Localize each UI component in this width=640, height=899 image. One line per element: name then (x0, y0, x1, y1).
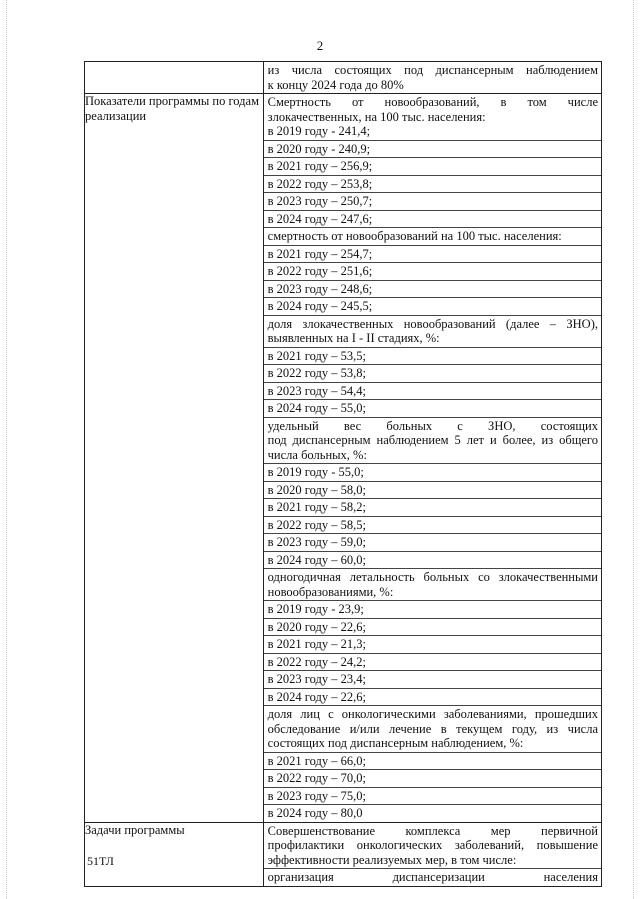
content-text: злокачественных, на 100 тыс. населения: (267, 109, 486, 124)
scan-edge-right (633, 0, 634, 899)
row-label: Показатели программы по годам реализации (85, 94, 259, 123)
content-text: доля злокачественных новообразований (далее – ЗНО), (267, 316, 598, 331)
content-line (264, 823, 601, 870)
content-text: в 2020 году – 22,6; (267, 619, 366, 634)
content-line (264, 246, 601, 264)
content-line (264, 601, 601, 619)
content-line (264, 348, 601, 366)
row-content-cell (263, 822, 601, 886)
content-text: в 2022 году – 70,0; (267, 771, 366, 785)
content-line (264, 316, 601, 348)
content-text: в 2023 году – 54,4; (267, 383, 366, 398)
content-text: обследование и/или лечение в текущем году, из числа (267, 721, 598, 736)
content-text: числа больных, %: (267, 447, 367, 462)
content-line (264, 211, 601, 229)
content-line (264, 193, 601, 211)
content-line (264, 569, 601, 601)
content-text: в 2023 году – 75,0; (267, 788, 366, 803)
content-text: в 2021 году – 53,5; (267, 348, 366, 363)
content-text: в 2022 году – 24,2; (267, 654, 366, 669)
scan-edge-left (6, 0, 7, 899)
row-label: Задачи программы (85, 822, 185, 837)
content-line (264, 464, 601, 482)
content-text: одногодичная летальность больных со злокачественными (267, 570, 598, 584)
content-text: в 2023 году – 248,6; (267, 281, 373, 296)
content-line (264, 94, 601, 141)
content-line (264, 706, 601, 753)
content-line (264, 619, 601, 637)
content-line (264, 636, 601, 654)
table-row (85, 94, 602, 823)
content-line (264, 141, 601, 159)
content-text: в 2021 году – 21,3; (267, 637, 366, 651)
table-row (85, 822, 602, 886)
content-text: в 2022 году – 58,5; (267, 517, 366, 532)
content-text: в 2022 году – 253,8; (267, 176, 373, 191)
content-line (264, 176, 601, 194)
passport-table (84, 61, 602, 887)
content-text: в 2019 году - 241,4; (267, 124, 371, 138)
content-text: в 2024 году – 245,5; (267, 299, 373, 313)
content-line (264, 499, 601, 517)
content-line (264, 517, 601, 535)
content-line (264, 534, 601, 552)
content-line (264, 788, 601, 806)
content-line (264, 158, 601, 176)
content-text: под диспансерным наблюдением 5 лет и более, из общего (267, 433, 598, 447)
content-text: в 2021 году – 58,2; (267, 500, 366, 514)
content-line (264, 770, 601, 788)
table-row (85, 62, 602, 94)
content-line (264, 671, 601, 689)
content-text: смертность от новообразований на 100 тыс. населения: (267, 229, 562, 243)
content-text: в 2022 году – 53,8; (267, 366, 366, 380)
content-line (264, 805, 601, 822)
content-line (264, 552, 601, 570)
content-text: в 2023 году – 59,0; (267, 535, 366, 549)
content-text: организация диспансеризации населения (267, 870, 598, 884)
content-text: в 2023 году – 250,7; (267, 194, 373, 208)
row-label-cell (85, 94, 264, 823)
content-text: Совершенствование комплекса мер первичной (267, 823, 598, 838)
content-line (264, 298, 601, 316)
content-line (264, 228, 601, 246)
content-text: в 2020 году – 58,0; (267, 482, 366, 497)
content-text: профилактики онкологических заболеваний, повышение (267, 838, 598, 852)
content-text: в 2022 году – 251,6; (267, 264, 373, 278)
content-text: в 2024 году – 55,0; (267, 401, 366, 415)
content-text: в 2020 году - 240,9; (267, 141, 371, 156)
content-line (264, 263, 601, 281)
content-text: выявленных на I - II стадиях, %: (267, 331, 440, 345)
row-content-cell (263, 62, 601, 94)
content-text: новообразованиями, %: (267, 584, 394, 599)
content-line (264, 62, 601, 93)
content-text: в 2024 году – 60,0; (267, 552, 366, 567)
content-line (264, 383, 601, 401)
content-line (264, 689, 601, 707)
row-content-cell (263, 94, 601, 823)
content-text: Смертность от новообразований, в том числе (267, 95, 598, 109)
content-line (264, 753, 601, 771)
content-line (264, 400, 601, 418)
content-line (264, 365, 601, 383)
content-text: к концу 2024 года до 80% (267, 77, 404, 92)
content-line (264, 281, 601, 299)
content-text: эффективности реализуемых мер, в том числе: (267, 852, 517, 867)
content-text: в 2024 году – 22,6; (267, 689, 366, 704)
content-text: из числа состоящих под диспансерным наблюдением (267, 63, 598, 77)
footer-code: 51ТЛ (87, 854, 114, 868)
page-number: 2 (316, 38, 324, 53)
content-text: в 2021 году – 256,9; (267, 159, 373, 173)
content-text: в 2019 году - 55,0; (267, 465, 364, 479)
content-text: в 2021 году – 254,7; (267, 246, 373, 261)
content-text: удельный вес больных с ЗНО, состоящих (267, 418, 598, 433)
content-line (264, 418, 601, 465)
content-text: в 2019 году - 23,9; (267, 602, 364, 616)
content-text: в 2024 году – 247,6; (267, 211, 373, 226)
content-text: в 2023 году – 23,4; (267, 672, 366, 686)
content-line (264, 482, 601, 500)
content-text: состоящих под диспансерным наблюдением, %: (267, 736, 524, 750)
content-line (264, 654, 601, 672)
content-text: в 2024 году – 80,0 (267, 806, 363, 820)
content-text: в 2021 году – 66,0; (267, 753, 366, 768)
content-line (264, 869, 601, 886)
content-text: доля лиц с онкологическими заболеваниями, прошедших (267, 707, 598, 721)
row-label-cell (85, 62, 264, 94)
